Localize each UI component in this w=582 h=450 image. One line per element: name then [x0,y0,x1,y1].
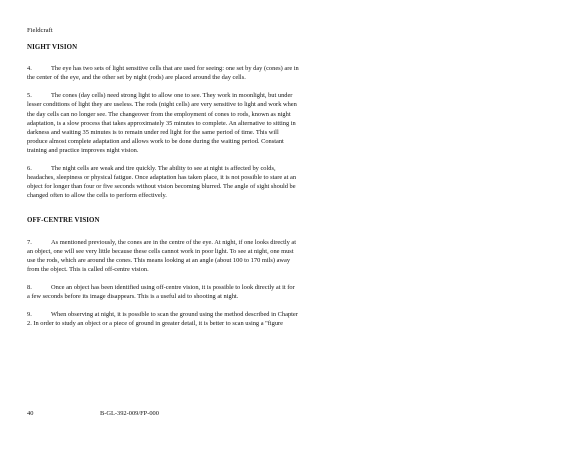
paragraph-text: When observing at night, it is possible to scan the ground using the method described in Chapter 2. In order to study an object or a piece of ground in greater detail, it is better to scan using a "figure [27,311,298,328]
paragraph-text: The night cells are weak and tire quickly. The ability to see at night is affected by colds, headaches, sleepiness or physical fatigue. Once adaptation has taken place, it is not possible to stare at an object for longer than four or five seconds without vision becoming blurred. The angle of sight should be changed often to allow the cells to perform effectively. [27,165,297,200]
paragraph-number: 9. [27,311,32,319]
paragraph-text: The eye has two sets of light sensitive cells that are used for seeing: one set by day (cones) are in the center of the eye, and the other set by night (rods) are placed around the day cells. [27,65,299,82]
paragraph-number: 6. [27,165,32,173]
paragraph-text: The cones (day cells) need strong light to allow one to see. They work in moonlight, but under lesser conditions of light they are useless. The rods (night cells) are very sensitive to light and work when the day cells can no longer see. The changeover from the employment of cones to rods, known as night adaptation, is a slow process that takes approximately 35 minutes to complete. An alternative to sitting in darkness and waiting 35 minutes is to remain under red light for the same period of time. This will produce almost complete adaptation and allows work to be done during the waiting period. Constant training and practice improves night vision. [27,92,297,154]
paragraph-text: Once an object has been identified using off-centre vision, it is possible to look directly at it for a few seconds before its image disappears. This is a useful aid to shooting at night. [27,283,295,300]
paragraph [27,64,299,82]
paragraph-number: 4. [27,65,32,73]
section-off-centre-vision [27,216,299,328]
paragraph [27,283,299,301]
paragraph-number: 5. [27,92,32,100]
paragraph-text: As mentioned previously, the cones are in the centre of the eye. At night, if one looks directly at an object, one will see very little because these cells cannot work in poor light. To see at night, one must use the rods, which are around the cones. This means looking at an angle (about 100 to 170 mils) away from the object. This is called off-centre vision. [27,238,297,273]
section-heading: NIGHT VISION [27,44,78,52]
running-head: Fieldcraft [27,27,53,34]
paragraph [27,238,299,274]
paragraph [27,91,299,155]
paragraph [27,164,299,200]
text-column [27,26,299,337]
paragraph-number: 8. [27,283,32,291]
section-night-vision [27,43,299,200]
page-number: 40 [27,410,34,417]
paragraph [27,310,299,328]
document-code: B-GL-392-009/FP-000 [100,410,159,417]
section-heading: OFF-CENTRE VISION [27,217,100,225]
paragraph-number: 7. [27,238,32,246]
